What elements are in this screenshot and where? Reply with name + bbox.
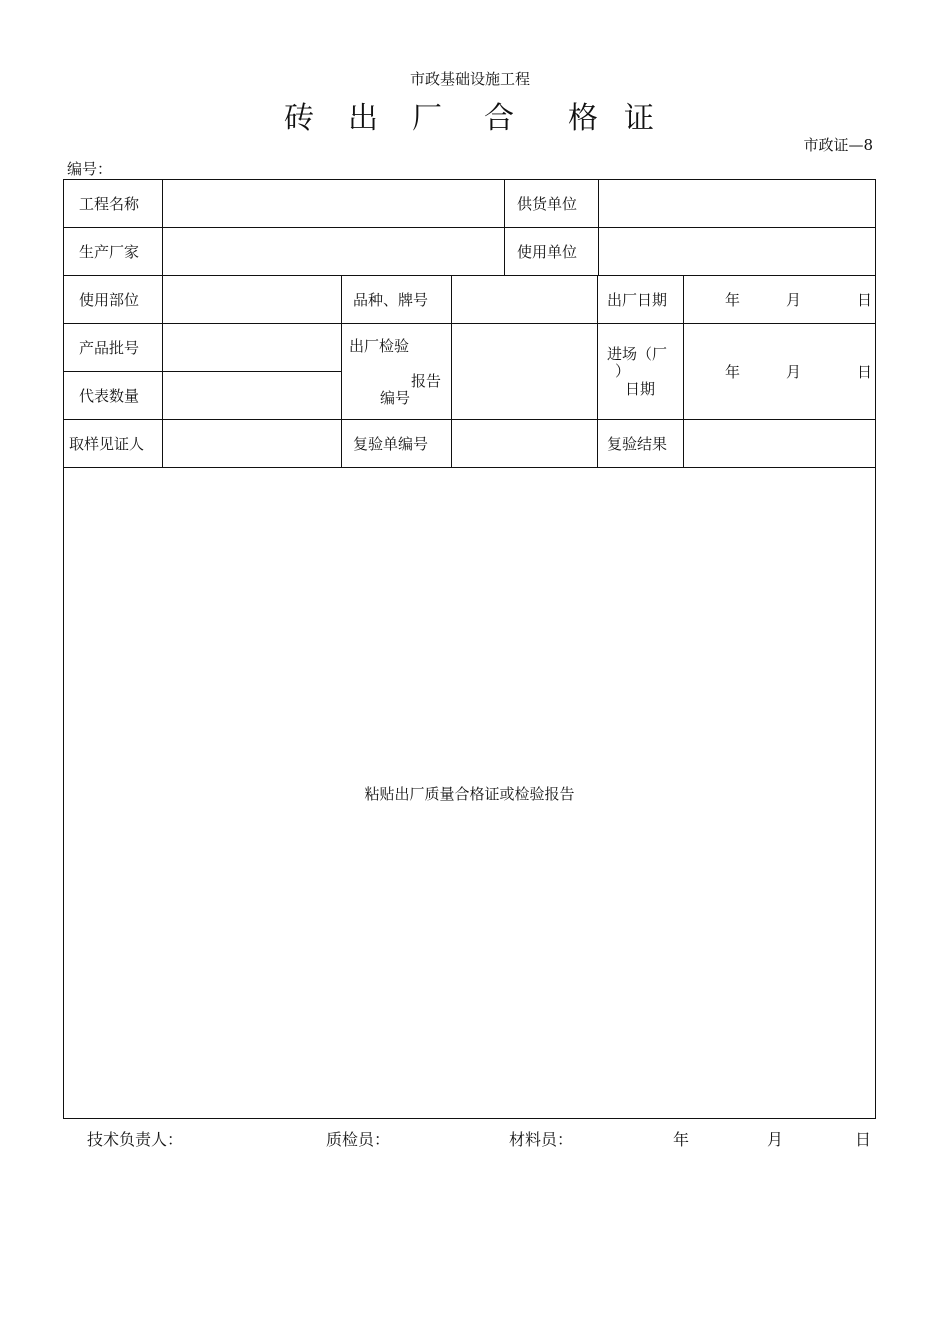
- factory-date-year: 年: [725, 291, 741, 309]
- manufacturer-label: 生产厂家: [79, 243, 140, 261]
- row-divider: [64, 323, 875, 324]
- page-title: [0, 93, 940, 137]
- usage-part-label: 使用部位: [79, 291, 140, 309]
- footer-month: 月: [767, 1130, 784, 1149]
- retest-no-label: 复验单编号: [353, 435, 429, 453]
- entry-date-label-line2: ）: [615, 362, 631, 380]
- title-char: 砖: [284, 101, 316, 136]
- variety-brand-label: 品种、牌号: [353, 291, 429, 309]
- title-char: 出: [348, 101, 380, 136]
- retest-result-label: 复验结果: [607, 435, 668, 453]
- subtitle: 市政基础设施工程: [409, 70, 530, 88]
- col-divider: [162, 180, 163, 467]
- inspection-label-line2: 报告: [411, 372, 442, 390]
- batch-no-label: 产品批号: [79, 339, 140, 357]
- entry-date-label-line1: 进场（厂: [607, 345, 668, 363]
- project-name-label: 工程名称: [79, 195, 140, 213]
- quantity-label: 代表数量: [79, 387, 140, 405]
- row-divider: [64, 419, 875, 420]
- col-divider: [598, 180, 599, 275]
- entry-date-day: 日: [857, 363, 873, 381]
- factory-date-day: 日: [857, 291, 873, 309]
- title-char: 厂: [412, 101, 444, 136]
- row-divider: [64, 371, 341, 372]
- title-char: 证: [624, 101, 656, 136]
- form-table: [63, 179, 876, 1119]
- title-char: 格: [568, 101, 600, 136]
- factory-date-month: 月: [786, 291, 802, 309]
- entry-date-label-line3: 日期: [625, 380, 656, 398]
- col-divider: [597, 275, 598, 467]
- inspection-label-line3: 编号: [380, 389, 411, 407]
- row-divider: [64, 467, 875, 468]
- footer-year: 年: [673, 1130, 690, 1149]
- entry-date-year: 年: [725, 363, 741, 381]
- col-divider: [504, 180, 505, 275]
- col-divider: [683, 275, 684, 467]
- row-divider: [64, 227, 875, 228]
- witness-label: 取样见证人: [69, 435, 145, 453]
- factory-date-label: 出厂日期: [607, 291, 668, 309]
- inspection-label-line1: 出厂检验: [349, 337, 410, 355]
- paste-area-text: 粘贴出厂质量合格证或检验报告: [364, 785, 575, 803]
- entry-date-month: 月: [786, 363, 802, 381]
- material-clerk-label: 材料员：: [509, 1130, 574, 1149]
- supplier-label: 供货单位: [517, 195, 578, 213]
- inspector-label: 质检员：: [326, 1130, 391, 1149]
- footer-day: 日: [855, 1130, 872, 1149]
- title-char: 合: [484, 101, 516, 136]
- col-divider: [341, 275, 342, 467]
- form-number: 市政证—8: [803, 136, 873, 154]
- user-unit-label: 使用单位: [517, 243, 578, 261]
- row-divider: [64, 275, 875, 276]
- col-divider: [451, 275, 452, 467]
- tech-lead-label: 技术负责人：: [87, 1130, 184, 1149]
- serial-label: 编号：: [67, 160, 113, 178]
